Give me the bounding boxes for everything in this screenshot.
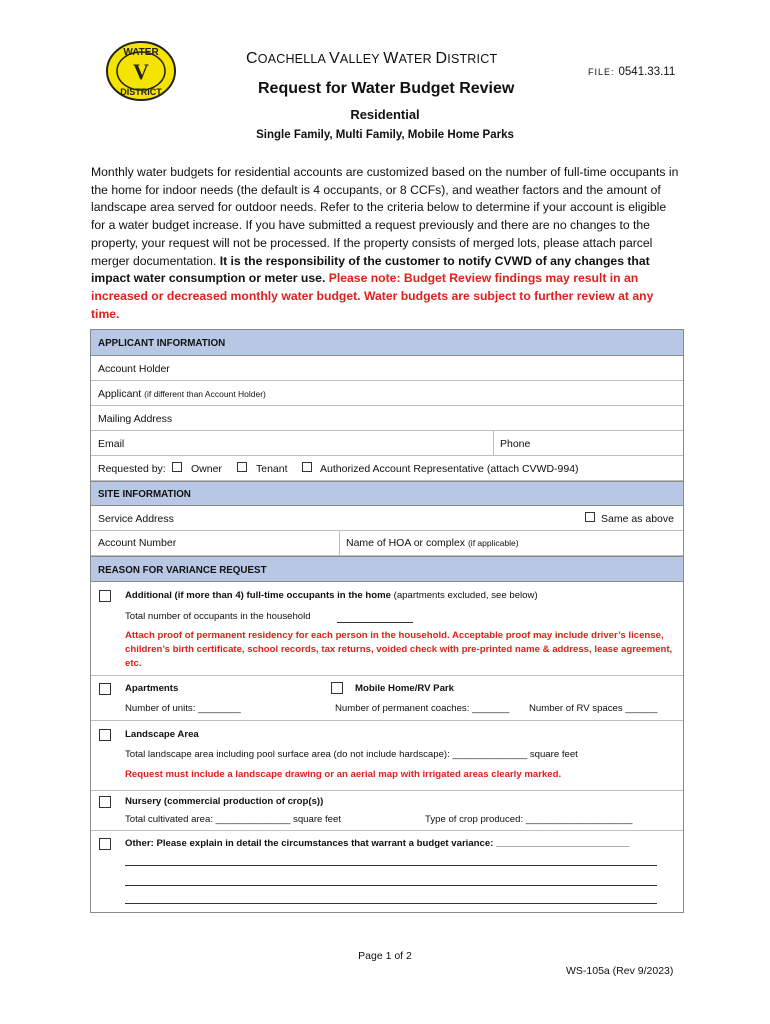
page-number: Page 1 of 2 xyxy=(358,950,412,962)
applicant-field[interactable]: Applicant (if different than Account Holder) xyxy=(91,381,683,406)
total-occupants-input[interactable] xyxy=(337,622,413,623)
reason-section-header: REASON FOR VARIANCE REQUEST xyxy=(91,556,683,582)
svg-text:V: V xyxy=(133,59,149,84)
nursery-block: Nursery (commercial production of crop(s)) Total cultivated area: ______________ square feet Type of crop produced: ____________________ xyxy=(91,791,683,831)
authorized-rep-checkbox[interactable] xyxy=(302,462,312,472)
landscape-area-input[interactable]: Total landscape area including pool surface area (do not include hardscape): ______________ square feet xyxy=(125,749,578,760)
apartments-mobile-block: Apartments Number of units: ________ Mobile Home/RV Park Number of permanent coaches: _______ Number of RV spaces ______ xyxy=(91,676,683,721)
intro-paragraph: Monthly water budgets for residential accounts are customized based on the number of full-time occupants in the home for indoor needs (the default is 4 occupants, or 8 CCFs), and weather factors and the amount of landscape area served for outdoor needs. Refer to the criteria below to determine if your account is eligible for a water budget increase. If you have submitted a request previously and there are no changes to the property, your request will not be processed. If the property consists of merged lots, please attach parcel merger documentation. It is the responsibility of the customer to notify CVWD of any changes that impact water consumption or meter use. Please note: Budget Review findings may result in an increased or decreased monthly water budget. Water budgets are subject to further review at any time. xyxy=(91,165,679,321)
account-number-field[interactable]: Account Number xyxy=(98,537,177,549)
requested-by-row: Requested by: Owner Tenant Authorized Account Representative (attach CVWD-994) xyxy=(91,456,683,481)
apartments-checkbox[interactable] xyxy=(99,683,111,695)
tenant-checkbox[interactable] xyxy=(237,462,247,472)
email-phone-row xyxy=(91,431,683,456)
account-holder-field[interactable]: Account Holder xyxy=(91,356,683,381)
mailing-address-field[interactable]: Mailing Address xyxy=(91,406,683,431)
cvwd-logo xyxy=(105,40,177,102)
account-hoa-row xyxy=(91,531,683,556)
phone-field[interactable]: Phone xyxy=(500,438,531,450)
applicant-section-header: APPLICANT INFORMATION xyxy=(91,330,683,356)
additional-occupants-block: Additional (if more than 4) full-time occupants in the home (apartments excluded, see below) Total number of occupants in the household Attach proof of permanent residency for each person in the household. Acceptable proof may include driver’s license, children’s birth certificate, school records, tax returns, voided check with pre-printed name & address, lease agreement, etc. xyxy=(91,582,683,676)
organization-name: COACHELLA VALLEY WATER DISTRICT xyxy=(246,50,498,67)
other-checkbox[interactable] xyxy=(99,838,111,850)
svg-text:WATER: WATER xyxy=(123,47,159,58)
nursery-checkbox[interactable] xyxy=(99,796,111,808)
svg-text:DISTRICT: DISTRICT xyxy=(120,87,162,97)
site-section-header: SITE INFORMATION xyxy=(91,481,683,506)
form-title: Request for Water Budget Review xyxy=(258,80,515,97)
rv-spaces-input[interactable]: Number of RV spaces ______ xyxy=(529,703,658,714)
units-input[interactable]: Number of units: ________ xyxy=(125,703,241,714)
owner-checkbox[interactable] xyxy=(172,462,182,472)
same-as-above-checkbox[interactable] xyxy=(585,512,595,522)
intro-red-text: Please note: Budget Review findings may result in an increased or decreased monthly water budget. Water budgets are subject to further review at any time. xyxy=(91,271,654,321)
additional-occupants-checkbox[interactable] xyxy=(99,590,111,602)
landscape-block: Landscape Area Total landscape area including pool surface area (do not include hardscape): ______________ square feet Request must include a landscape drawing or an aerial map with irrigated areas clearly marked. xyxy=(91,721,683,791)
request-form xyxy=(90,329,684,913)
other-explanation-line-2[interactable] xyxy=(125,885,657,886)
other-block: Other: Please explain in detail the circumstances that warrant a budget variance: _________________________ xyxy=(91,831,683,913)
intro-bold-text: It is the responsibility of the customer to notify CVWD of any changes that impact water consumption or meter use. xyxy=(91,253,650,286)
landscape-checkbox[interactable] xyxy=(99,729,111,741)
hoa-name-field[interactable]: Name of HOA or complex (if applicable) xyxy=(346,537,519,549)
service-address-field[interactable]: Service Address Same as above xyxy=(91,506,683,531)
form-subtitle-2: Single Family, Multi Family, Mobile Home Parks xyxy=(256,129,514,141)
email-field[interactable]: Email xyxy=(98,438,125,450)
file-number: FILE: 0541.33.11 xyxy=(588,66,676,78)
crop-type-input[interactable]: Type of crop produced: ____________________ xyxy=(425,814,633,825)
other-explanation-line-1[interactable] xyxy=(125,865,657,866)
other-explanation-line-3[interactable] xyxy=(125,903,657,904)
form-revision: WS-105a (Rev 9/2023) xyxy=(566,965,674,977)
coaches-input[interactable]: Number of permanent coaches: _______ xyxy=(335,703,510,714)
cultivated-area-input[interactable]: Total cultivated area: ______________ square feet xyxy=(125,814,342,825)
mobile-home-checkbox[interactable] xyxy=(331,682,343,694)
form-subtitle: Residential xyxy=(350,107,420,122)
